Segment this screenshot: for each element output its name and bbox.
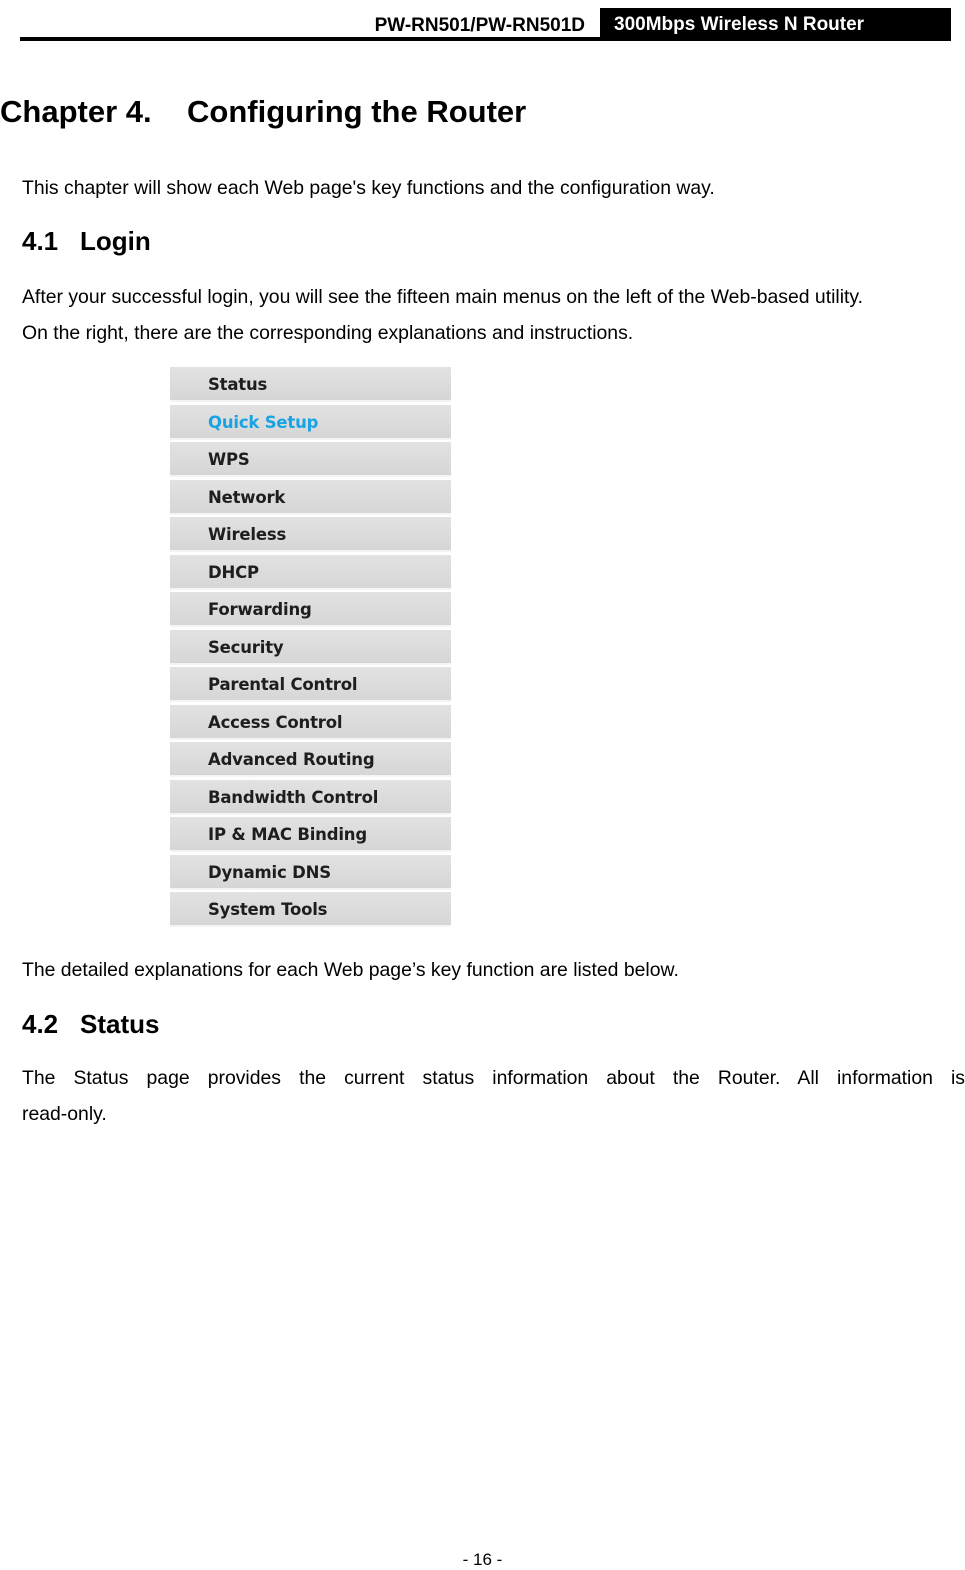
menu-item-dynamic-dns[interactable]: Dynamic DNS [170,855,451,890]
menu-item-dhcp[interactable]: DHCP [170,555,451,590]
menu-item-wireless[interactable]: Wireless [170,517,451,552]
menu-item-advanced-routing[interactable]: Advanced Routing [170,742,451,777]
menu-item-quick-setup[interactable]: Quick Setup [170,405,451,440]
paragraph-line: After your successful login, you will see the fifteen main menus on the left of the Web-based utility. [22,286,864,308]
page-number: - 16 - [462,1550,503,1569]
menu-item-ip-mac-binding[interactable]: IP & MAC Binding [170,817,451,852]
main-menu-screenshot [170,367,451,932]
paragraph-line: On the right, there are the corresponding explanations and instructions. [22,322,634,344]
section-heading-status [22,1009,159,1040]
page-header [20,8,951,42]
menu-item-security[interactable]: Security [170,630,451,665]
chapter-title [0,94,526,130]
section-number: 4.2 [22,1009,59,1039]
paragraph-line: read-only. [22,1103,107,1125]
menu-item-parental-control[interactable]: Parental Control [170,667,451,702]
menu-item-wps[interactable]: WPS [170,442,451,477]
paragraph-line: The Status page provides the current status information about the Router. All information is [22,1067,965,1089]
chapter-number: Chapter 4. [0,94,152,129]
menu-item-status[interactable]: Status [170,367,451,402]
menu-item-network[interactable]: Network [170,480,451,515]
section-title: Status [80,1009,160,1039]
login-paragraph [22,279,965,351]
header-model: PW-RN501/PW-RN501D [374,15,585,36]
section-heading-login [22,226,151,257]
menu-item-system-tools[interactable]: System Tools [170,892,451,927]
header-product: 300Mbps Wireless N Router [600,8,951,39]
chapter-title-text: Configuring the Router [187,94,527,129]
menu-item-access-control[interactable]: Access Control [170,705,451,740]
menu-item-forwarding[interactable]: Forwarding [170,592,451,627]
chapter-intro: This chapter will show each Web page's key functions and the configuration way. [22,177,715,199]
status-paragraph [22,1060,965,1132]
menu-item-bandwidth-control[interactable]: Bandwidth Control [170,780,451,815]
section-number: 4.1 [22,226,59,256]
section-title: Login [80,226,151,256]
after-menu-text: The detailed explanations for each Web page’s key function are listed below. [22,959,679,981]
